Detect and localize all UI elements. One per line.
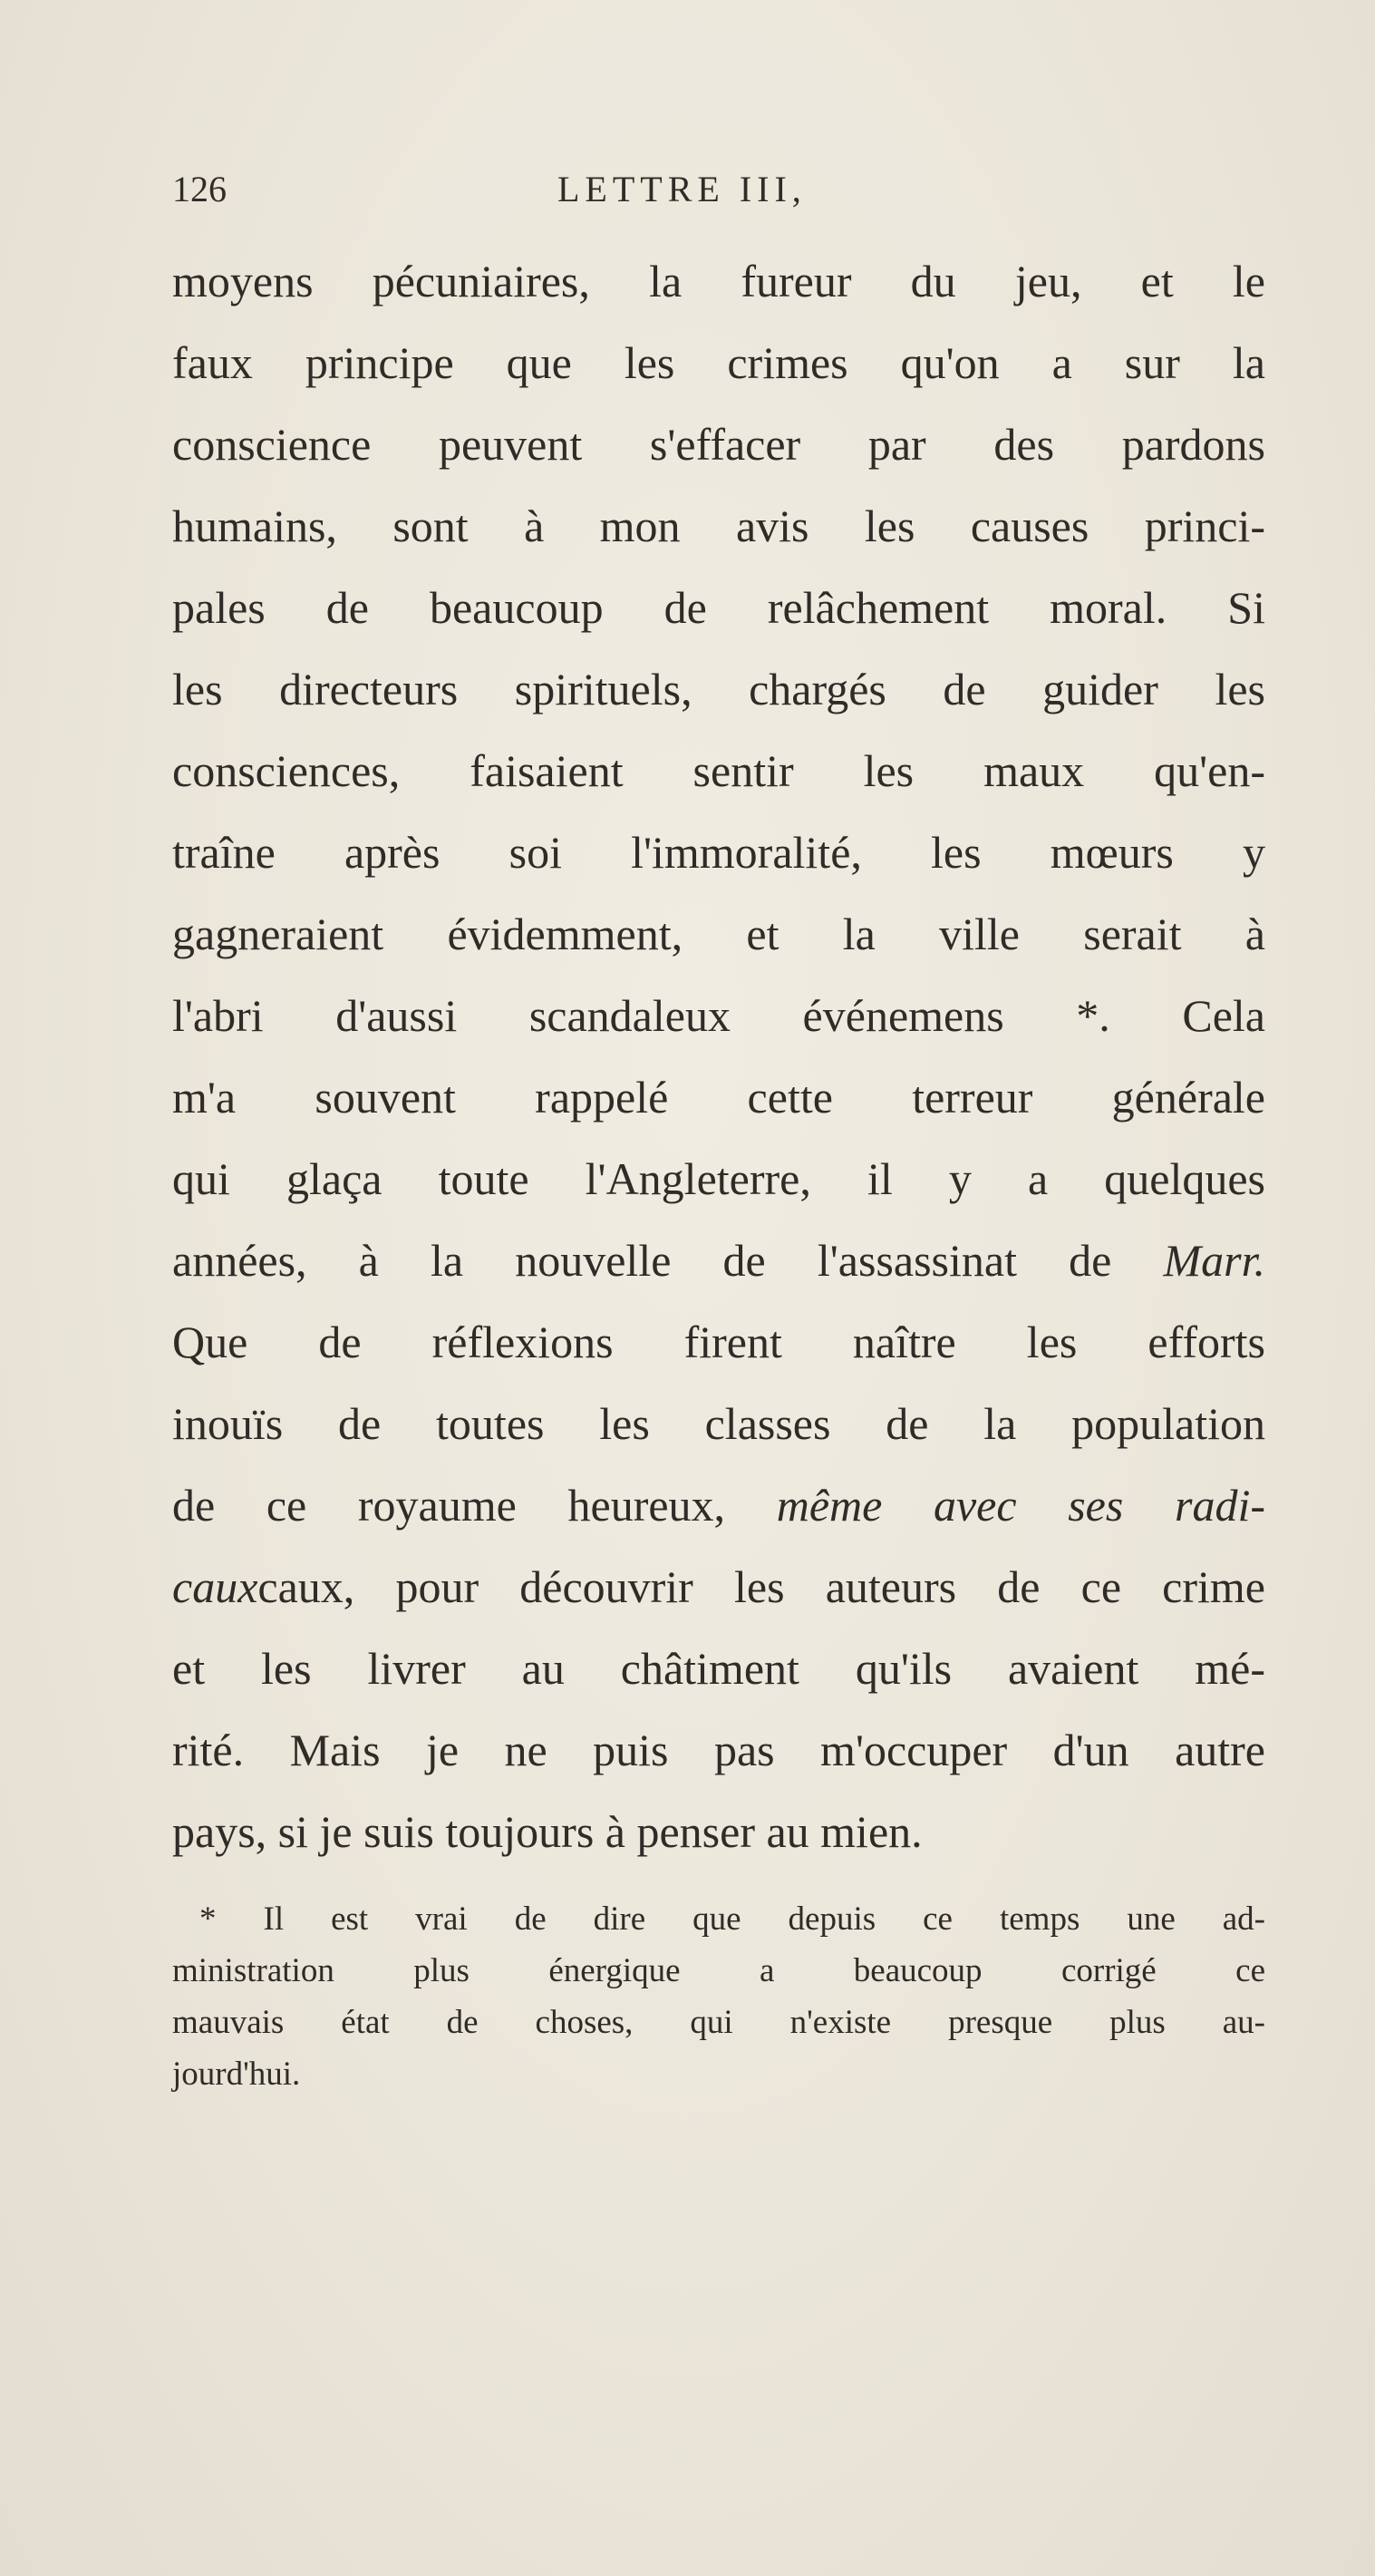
text-line: Que de réflexions firent naître les efforts: [172, 1317, 1265, 1367]
text-line: faux principe que les crimes qu'on a sur la: [172, 337, 1265, 388]
text-line: conscience peuvent s'effacer par des pardons: [172, 419, 1265, 470]
text-line: pays, si je suis toujours à penser au mien.: [172, 1806, 923, 1857]
page-number: 126: [172, 169, 227, 209]
text-line: l'abri d'aussi scandaleux événemens *. Cela: [172, 990, 1265, 1041]
text-line: pales de beaucoup de relâchement moral. Si: [172, 582, 1265, 633]
text-line: inouïs de toutes les classes de la population: [172, 1398, 1265, 1449]
text-line: [172, 1220, 1265, 1301]
text-line: qui glaça toute l'Angleterre, il y a quelques: [172, 1153, 1265, 1204]
text-line: consciences, faisaient sentir les maux qu'en-: [172, 745, 1265, 796]
text-line: m'a souvent rappelé cette terreur générale: [172, 1072, 1265, 1123]
footnote: [172, 1893, 1265, 2100]
page-header: [172, 168, 1260, 222]
main-text: [172, 240, 1265, 1872]
italic-name: Marr.: [1163, 1235, 1266, 1286]
footnote-line: jourd'hui.: [172, 2056, 301, 2093]
text-line: les directeurs spirituels, chargés de guider les: [172, 664, 1265, 714]
footnote-line: ministration plus énergique a beaucoup corrigé ce: [172, 1952, 1265, 1989]
text-line: moyens pécuniaires, la fureur du jeu, et le: [172, 256, 1265, 306]
footnote-line: mauvais état de choses, qui n'existe presque plus au-: [172, 2004, 1265, 2041]
text-line: [172, 1464, 1265, 1546]
italic-phrase: caux: [172, 1561, 258, 1612]
text-line: gagneraient évidemment, et la ville serait à: [172, 909, 1265, 959]
running-title: LETTRE III,: [557, 169, 807, 209]
text-line: et les livrer au châtiment qu'ils avaient mé-: [172, 1643, 1265, 1694]
text-segment: caux, pour découvrir les auteurs de ce crime: [257, 1561, 1265, 1612]
text-segment: années, à la nouvelle de l'assassinat de: [172, 1235, 1112, 1286]
italic-phrase: même avec ses radi-: [776, 1480, 1266, 1531]
footnote-line: * Il est vrai de dire que depuis ce temps une ad-: [199, 1900, 1265, 1938]
text-line: humains, sont à mon avis les causes princi-: [172, 501, 1265, 551]
text-line: [172, 1546, 1265, 1628]
text-line: traîne après soi l'immoralité, les mœurs y: [172, 827, 1265, 878]
text-line: rité. Mais je ne puis pas m'occuper d'un autre: [172, 1725, 1265, 1775]
text-segment: de ce royaume heureux,: [172, 1480, 726, 1531]
